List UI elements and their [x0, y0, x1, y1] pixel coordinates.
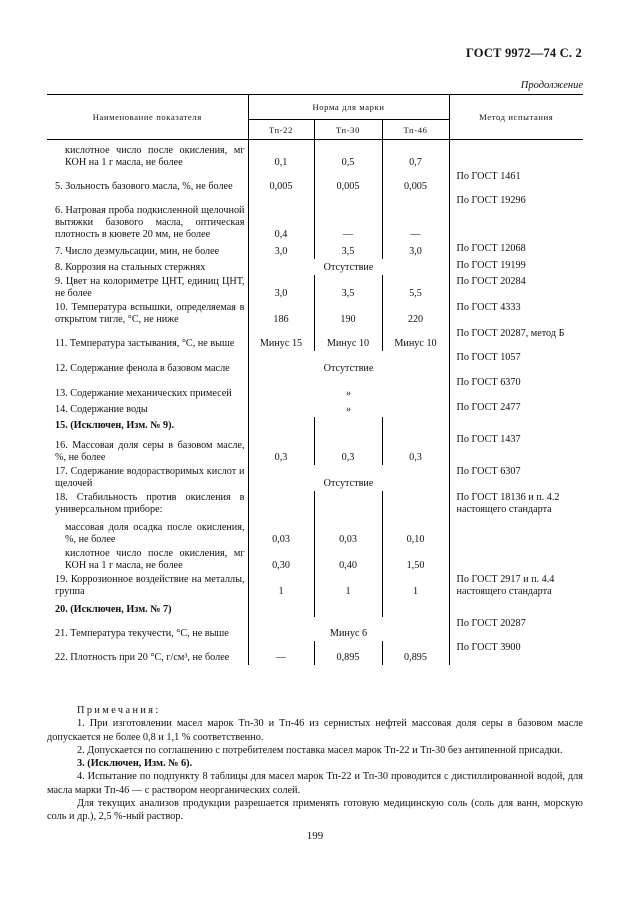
continuation-label: Продолжение: [520, 80, 583, 91]
row-value-v3: [382, 417, 449, 433]
table-row: [47, 301, 583, 327]
row-value-common: »: [248, 401, 449, 417]
row-value-v2: 190: [314, 301, 382, 327]
row-value-v2: 0,005: [314, 170, 382, 194]
row-method: [449, 547, 583, 573]
row-method: По ГОСТ 6307: [449, 465, 583, 491]
table-row: [47, 327, 583, 351]
row-value-v2: —: [314, 194, 382, 242]
table-row: [47, 433, 583, 465]
row-value-v1: 0,3: [248, 433, 314, 465]
row-value-v3: 0,10: [382, 517, 449, 547]
table-row: [47, 242, 583, 259]
row-value-v1: 1: [248, 573, 314, 599]
row-method: По ГОСТ 20284: [449, 275, 583, 301]
row-value-v3: 3,0: [382, 242, 449, 259]
row-indicator-name: 11. Температура застывания, °С, не выше: [55, 337, 235, 349]
grade-header: Тп-46: [382, 120, 449, 140]
row-value-v2: 0,3: [314, 433, 382, 465]
table-row: [47, 491, 583, 517]
row-value-v3: 5,5: [382, 275, 449, 301]
row-value-v2: 0,03: [314, 517, 382, 547]
row-value-v1: 0,03: [248, 517, 314, 547]
grade-header: Тп-22: [248, 120, 314, 140]
row-value-common: Минус 6: [248, 617, 449, 641]
row-value-v2: Минус 10: [314, 327, 382, 351]
row-value-v1: [248, 599, 314, 617]
row-value-v1: [248, 491, 314, 517]
row-indicator-name: 8. Коррозия на стальных стержнях: [55, 261, 206, 273]
row-indicator-name: 22. Плотность при 20 °С, г/см³, не более: [55, 651, 230, 663]
note-1: 1. При изготовлении масел марок Тп-30 и Тп-46 из сернистых нефтей массовая доля серы в базовом масле допускается не более 0,8 и 1,1 % соответственно.: [47, 718, 583, 743]
table-row: [47, 376, 583, 401]
row-value-common: Отсутствие: [248, 465, 449, 491]
table-row: [47, 170, 583, 194]
row-indicator-name: 18. Стабильность против окисления в универсальном приборе:: [55, 491, 245, 515]
table-row: [47, 417, 583, 433]
row-indicator-name: 13. Содержание механических примесей: [55, 387, 232, 399]
notes-block: [47, 704, 583, 824]
row-method: По ГОСТ 20287: [449, 617, 583, 641]
row-method: [449, 140, 583, 170]
row-method: [449, 599, 583, 617]
row-method: По ГОСТ 3900: [449, 641, 583, 665]
page-number: 199: [306, 830, 324, 842]
row-method: [449, 517, 583, 547]
row-value-v3: 220: [382, 301, 449, 327]
row-value-v3: —: [382, 194, 449, 242]
row-method: По ГОСТ 1461: [449, 170, 583, 194]
row-value-v3: [382, 599, 449, 617]
row-indicator-name: 21. Температура текучести, °С, не выше: [55, 627, 229, 639]
table-row: [47, 599, 583, 617]
row-value-v1: —: [248, 641, 314, 665]
row-value-v3: 0,7: [382, 140, 449, 170]
row-indicator-name: 20. (Исключен, Изм. № 7): [55, 603, 172, 615]
row-method: По ГОСТ 20287, метод Б: [449, 327, 583, 351]
grade-header: Тп-30: [314, 120, 382, 140]
row-method: По ГОСТ 19296: [449, 194, 583, 242]
row-method: По ГОСТ 12068: [449, 242, 583, 259]
row-value-v2: 0,40: [314, 547, 382, 573]
note-5: Для текущих анализов продукции разрешается применять готовую медицинскую соль (соль для ванн, морскую соль и др.), 2,5 %-ный раствор.: [47, 798, 583, 823]
col-header-name: Наименование показателя: [47, 95, 248, 140]
row-value-v3: 0,005: [382, 170, 449, 194]
spec-table: [47, 94, 583, 665]
row-value-v2: 0,5: [314, 140, 382, 170]
row-value-v1: Минус 15: [248, 327, 314, 351]
notes-heading: Примечания:: [77, 705, 161, 716]
row-value-v3: 0,3: [382, 433, 449, 465]
row-value-v1: 0,30: [248, 547, 314, 573]
table-row: [47, 617, 583, 641]
row-value-v2: [314, 599, 382, 617]
row-method: По ГОСТ 4333: [449, 301, 583, 327]
row-indicator-name: кислотное число после окисления, мг КОН на 1 г масла, не более: [65, 144, 245, 168]
table-row: [47, 641, 583, 665]
row-method: По ГОСТ 1057: [449, 351, 583, 376]
row-indicator-name: 16. Массовая доля серы в базовом масле, %, не более: [55, 439, 245, 463]
table-row: [47, 140, 583, 170]
col-header-method: Метод испытания: [449, 95, 583, 140]
row-value-v1: 0,4: [248, 194, 314, 242]
row-value-v1: 186: [248, 301, 314, 327]
row-indicator-name: кислотное число после окисления, мг КОН на 1 г масла, не более: [65, 547, 245, 571]
row-method: По ГОСТ 2917 и п. 4.4 настоящего стандарта: [449, 573, 583, 599]
table-row: [47, 517, 583, 547]
row-value-v1: 3,0: [248, 275, 314, 301]
table-body: [47, 140, 583, 665]
table-row: [47, 194, 583, 242]
row-value-common: »: [248, 376, 449, 401]
row-indicator-name: 17. Содержание водорастворимых кислот и щелочей: [55, 465, 245, 489]
table-row: [47, 573, 583, 599]
row-indicator-name: 12. Содержание фенола в базовом масле: [55, 362, 230, 374]
row-method: По ГОСТ 2477: [449, 401, 583, 417]
note-3: [47, 757, 583, 770]
row-method: По ГОСТ 6370: [449, 376, 583, 401]
col-header-norm: Норма для марки: [248, 95, 449, 120]
row-value-v1: [248, 417, 314, 433]
row-value-v2: 3,5: [314, 242, 382, 259]
row-indicator-name: 14. Содержание воды: [55, 403, 148, 415]
row-value-v2: [314, 417, 382, 433]
table-row: [47, 351, 583, 376]
row-value-v3: 1,50: [382, 547, 449, 573]
row-indicator-name: 7. Число деэмульсации, мин, не более: [55, 245, 220, 257]
note-3-text: 3. (Исключен, Изм. № 6).: [77, 758, 193, 770]
row-indicator-name: массовая доля осадка после окисления, %, не более: [65, 521, 245, 545]
row-value-v3: 1: [382, 573, 449, 599]
row-value-v2: 0,895: [314, 641, 382, 665]
row-value-v1: 0,1: [248, 140, 314, 170]
row-value-v2: 1: [314, 573, 382, 599]
row-value-v3: Минус 10: [382, 327, 449, 351]
table-row: [47, 259, 583, 275]
row-method: По ГОСТ 18136 и п. 4.2 настоящего стандарта: [449, 491, 583, 517]
row-indicator-name: 10. Температура вспышки, определяемая в открытом тигле, °С, не ниже: [55, 301, 245, 325]
row-indicator-name: 15. (Исключен, Изм. № 9).: [55, 419, 175, 431]
row-indicator-name: 19. Коррозионное воздействие на металлы, группа: [55, 573, 245, 597]
row-indicator-name: 6. Натровая проба подкисленной щелочной вытяжки базового масла, оптическая плотность в кювете 20 мм, не более: [55, 204, 245, 240]
table-row: [47, 275, 583, 301]
row-value-v3: 0,895: [382, 641, 449, 665]
table-row: [47, 465, 583, 491]
row-indicator-name: 5. Зольность базового масла, %, не более: [55, 180, 233, 192]
row-value-v2: 3,5: [314, 275, 382, 301]
table-row: [47, 401, 583, 417]
row-method: По ГОСТ 1437: [449, 433, 583, 465]
row-value-v2: [314, 491, 382, 517]
row-method: По ГОСТ 19199: [449, 259, 583, 275]
row-value-v3: [382, 491, 449, 517]
row-indicator-name: 9. Цвет на колориметре ЦНТ, единиц ЦНТ, не более: [55, 275, 245, 299]
note-2: 2. Допускается по соглашению с потребителем поставка масел марок Тп-22 и Тп-30 без антипенной присадки.: [77, 744, 563, 756]
row-value-v1: 0,005: [248, 170, 314, 194]
row-value-common: Отсутствие: [248, 259, 449, 275]
row-value-v1: 3,0: [248, 242, 314, 259]
row-method: [449, 417, 583, 433]
note-4: 4. Испытание по подпункту 8 таблицы для масел марок Тп-22 и Тп-30 проводится с дистиллированной водой, для масла марки Тп-46 — с раствором неорганических солей.: [47, 771, 583, 796]
row-value-common: Отсутствие: [248, 351, 449, 376]
page-header: ГОСТ 9972—74 С. 2: [465, 46, 582, 60]
table-row: [47, 547, 583, 573]
